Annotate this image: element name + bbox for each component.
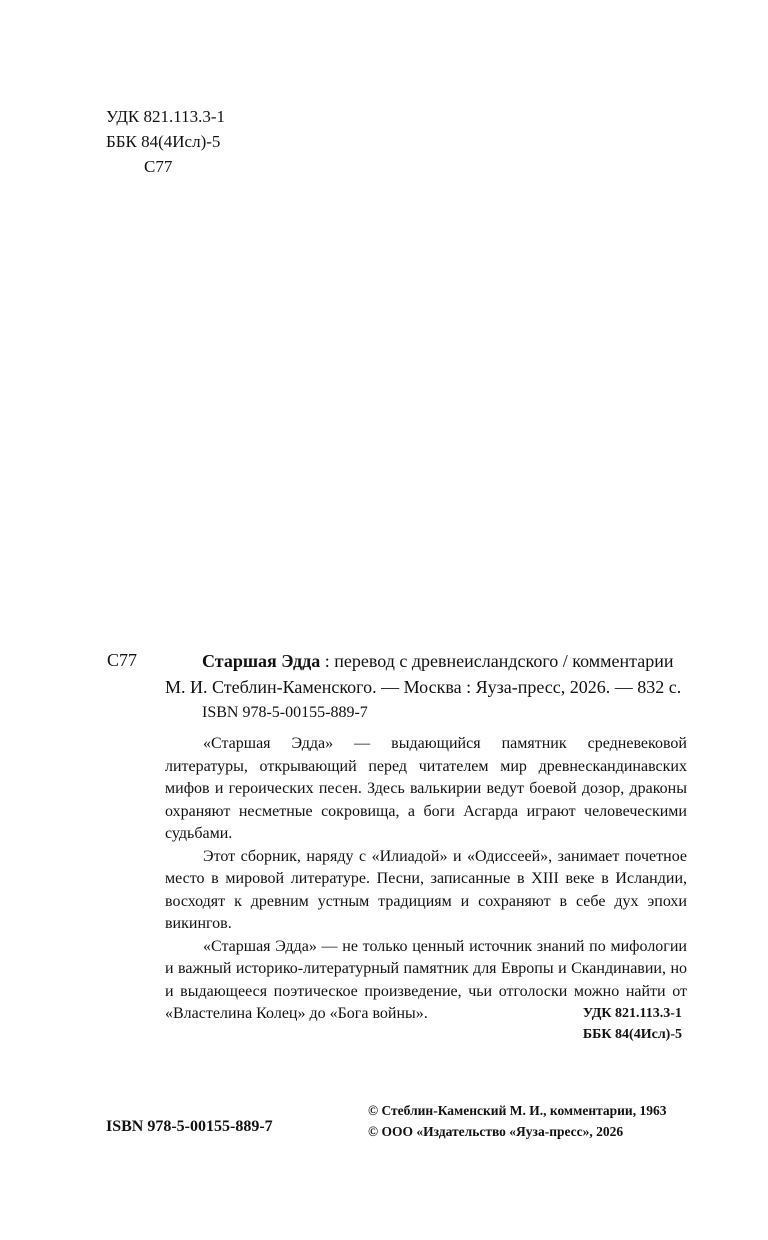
udk-code: УДК 821.113.3-1 [582,1006,682,1021]
classification-codes-bottom [583,1003,682,1045]
annotation-paragraph: «Старшая Эдда» — выдающийся памятник средневековой литературы, открывающий перед читателем мир древнескандинавских мифов и героических песен. Здесь валькирии ведут боевой дозор, драконы охраняют несметные сокровища, а боги Асгарда играют человеческими судьбами. [165,735,687,842]
udk-code: УДК 821.113.3-1 [106,107,226,126]
entry-line-1 [165,648,687,674]
bbk-code: ББК 84(4Исл)-5 [106,132,221,151]
copyright-block [368,1100,666,1142]
bbk-code: ББК 84(4Исл)-5 [582,1027,682,1042]
book-title: Старшая Эдда [202,651,321,671]
bibliographic-entry [165,648,687,700]
footer-isbn: ISBN 978-5-00155-889-7 [106,1118,273,1135]
annotation-paragraph: «Старшая Эдда» — не только ценный источник знаний по мифологии и важный историко-литературный памятник для Европы и Скандинавии, но и выдающееся поэтическое произведение, чьи отголоски можно найти от «Властелина Колец» до «Бога войны». [165,937,687,1022]
author-mark-top: С77 [144,157,173,176]
copyright-line: © Стеблин-Каменский М. И., комментарии, 1963 [368,1103,667,1118]
classification-codes-top [106,104,225,179]
copyright-line: © ООО «Издательство «Яуза-пресс», 2026 [368,1124,624,1139]
annotation [165,733,687,1026]
annotation-paragraph: Этот сборник, наряду с «Илиадой» и «Одиссеей», занимает почетное место в мировой литературе. Песни, записанные в XIII веке в Исландии, восходят к древним устным традициям и сохраняют в себе дух эпохи викингов. [165,847,687,932]
entry-subtitle: : перевод с древнеисландского / комментарии [320,651,674,671]
entry-isbn: ISBN 978-5-00155-889-7 [202,704,368,721]
author-mark: С77 [107,650,138,670]
entry-line-2: М. И. Стеблин-Каменского. — Москва : Яуза-пресс, 2026. — 832 с. [165,677,682,697]
